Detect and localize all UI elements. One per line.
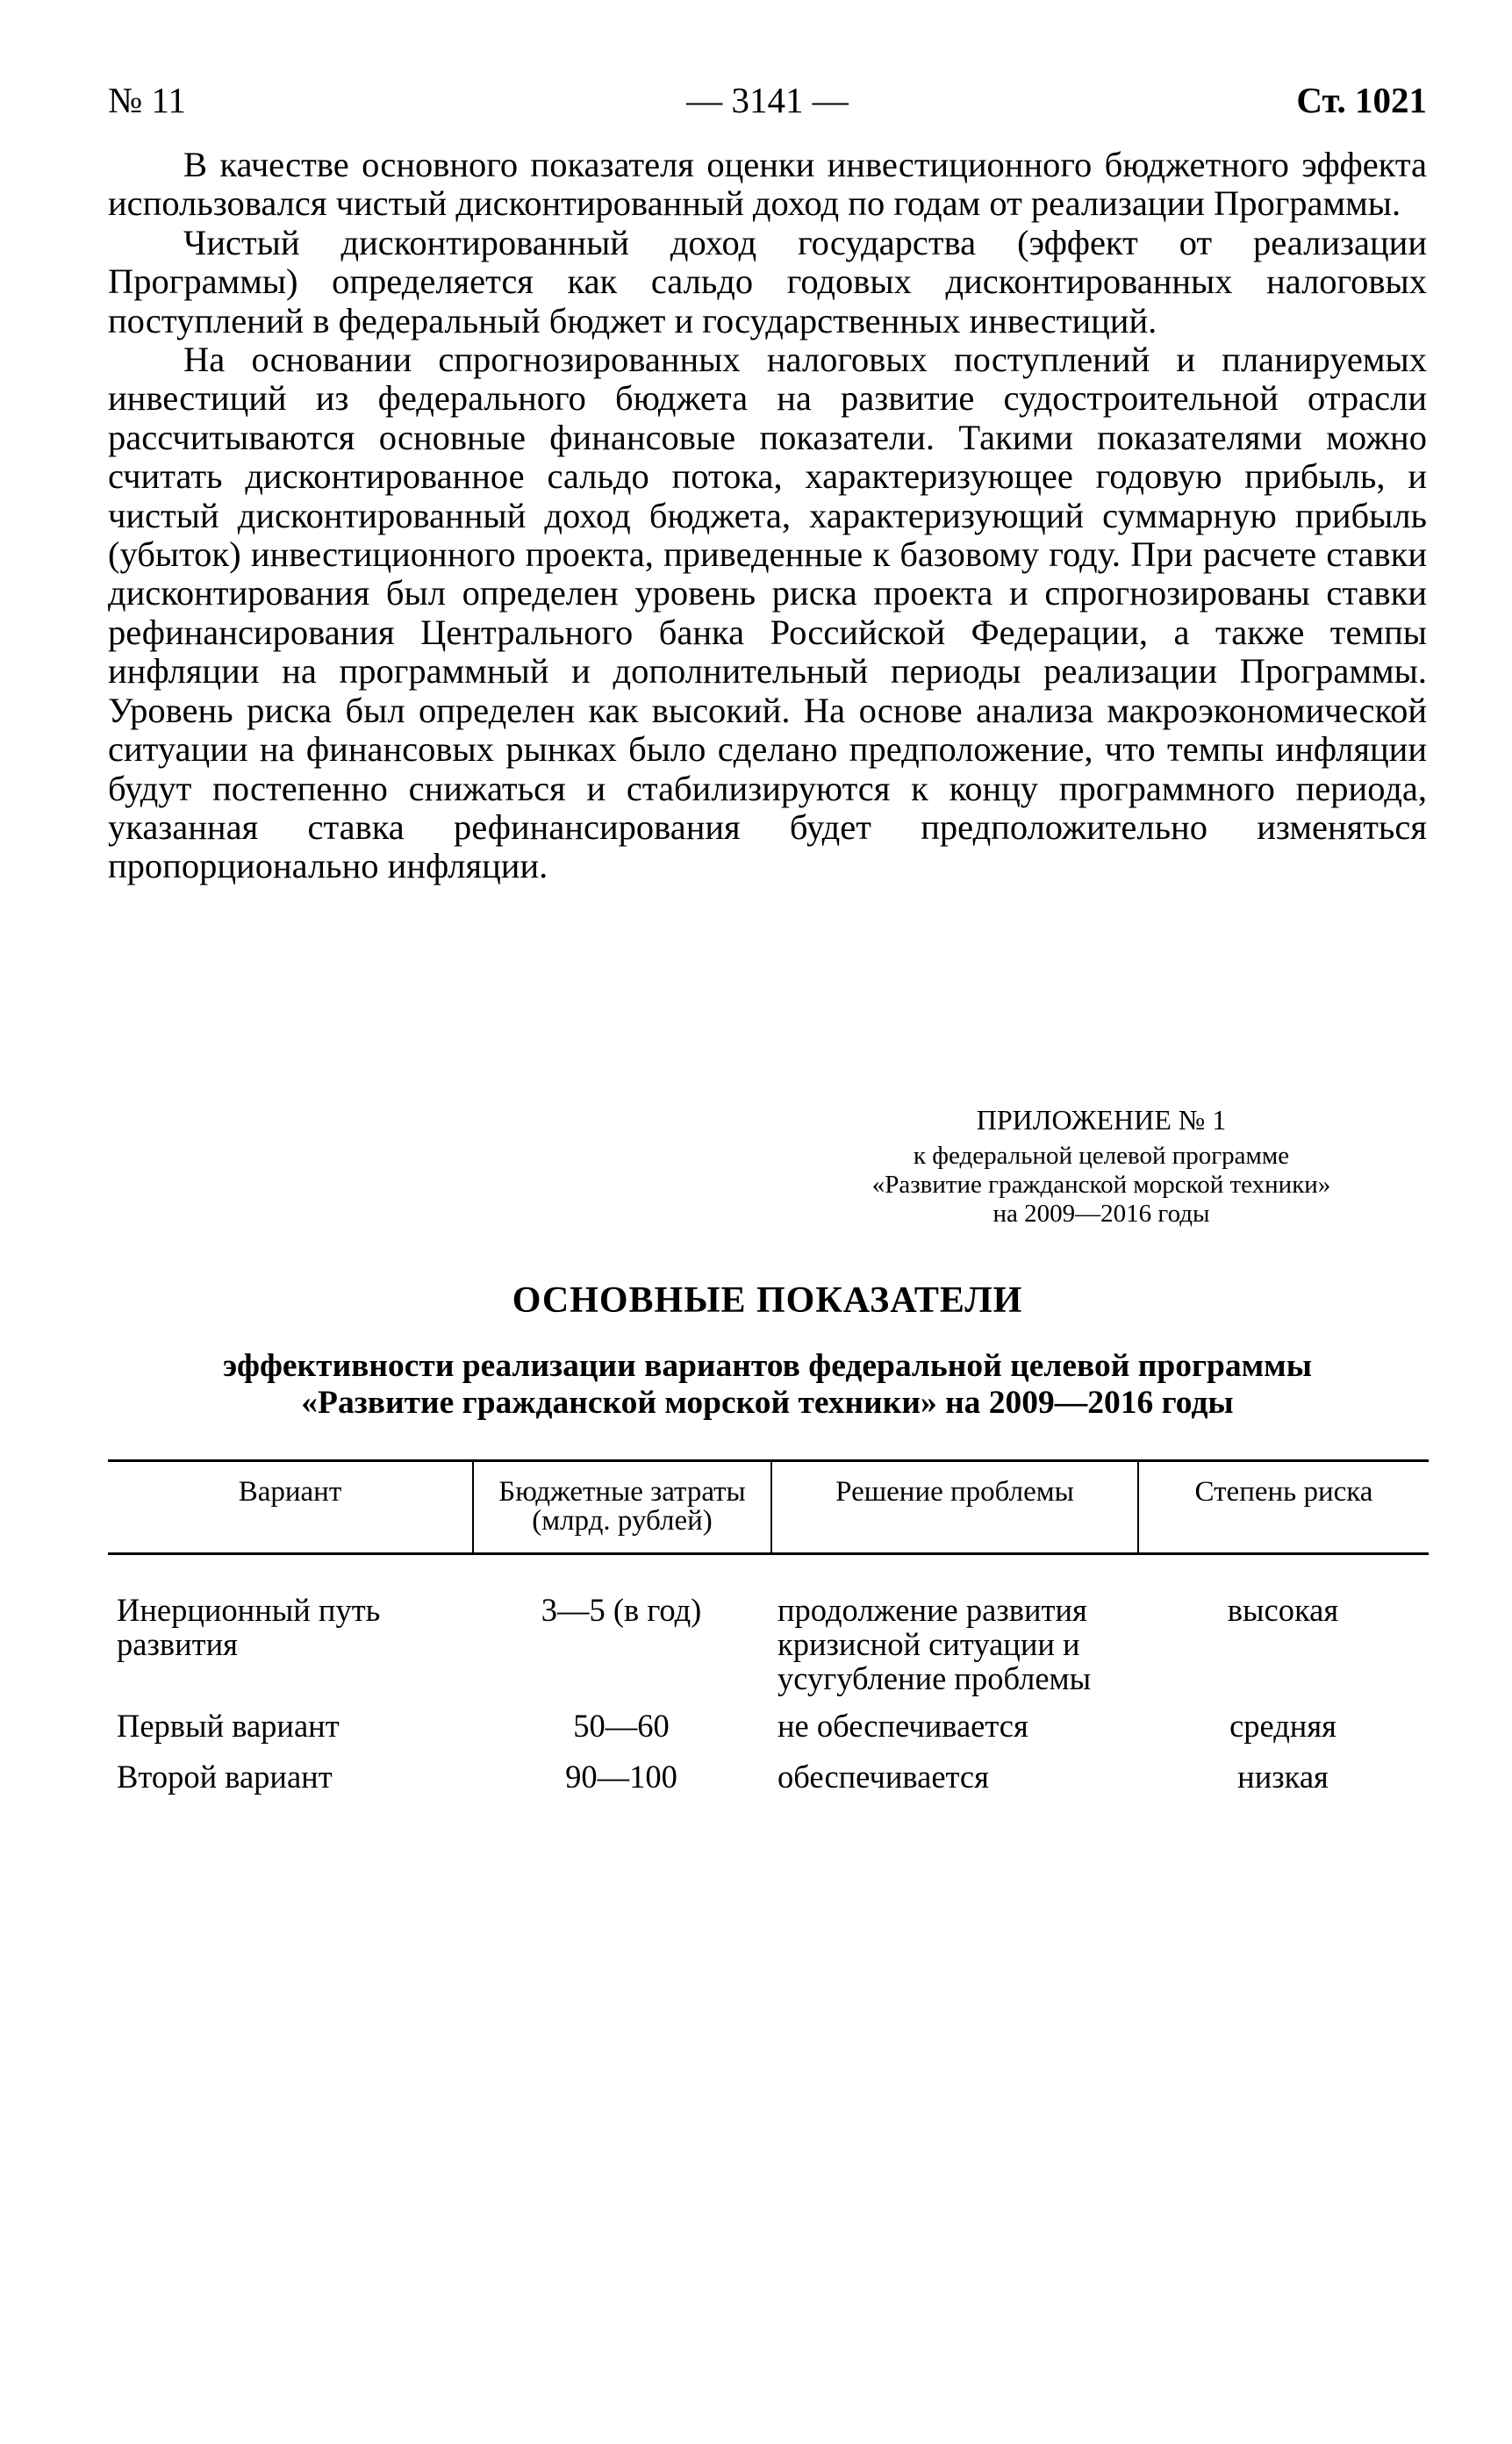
paragraph-2: Чистый дисконтированный доход государства (эффект от реализации Программы) определяется как сальдо годовых дисконтированных налоговых поступлений в федеральный бюджет и государственных инвестиций. <box>108 222 1427 340</box>
table-header <box>108 1459 1429 1555</box>
appendix-line-2: «Развитие гражданской морской техники» <box>871 1171 1331 1199</box>
cell-solution-line-3: усугубление проблемы <box>777 1660 1092 1696</box>
paragraph-1: В качестве основного показателя оценки инвестиционного бюджетного эффекта использовался чистый дисконтированный доход по годам от реализации Программы. <box>108 145 1427 224</box>
page-header <box>108 75 1427 125</box>
appendix-block <box>820 1100 1382 1229</box>
table-row <box>108 1709 1429 1744</box>
cell-variant-line-1: Инерционный путь <box>117 1592 381 1628</box>
cell-solution-line-1: продолжение развития <box>777 1592 1087 1628</box>
cell-risk: низкая <box>1237 1759 1329 1795</box>
header-budget <box>472 1462 770 1552</box>
paragraph-3: На основании спрогнозированных налоговых поступлений и планируемых инвестиций из федерального бюджета на развитие судостроительной отрасли рассчитываются основные финансовые показатели. Такими показателями можно считать дисконтированное сальдо потока, характеризующее годовую прибыль, и чистый дисконтированный доход бюджета, характеризующий суммарную прибыль (убыток) инвестиционного проекта, приведенные к базовому году. При расчете ставки дисконтирования был определен уровень риска проекта и спрогнозированы ставки рефинансирования Центрального банка Российской Федерации, а также темпы инфляции на программный и дополнительный периоды реализации Программы. Уровень риска был определен как высокий. На основе анализа макроэкономической ситуации на финансовых рынках было сделано предположение, что темпы инфляции будут постепенно снижаться и стабилизируются к концу программного периода, указанная ставка рефинансирования будет предположительно изменяться пропорционально инфляции. <box>108 340 1427 886</box>
issue-number: № 11 <box>108 80 186 120</box>
section-subtitle <box>108 1348 1427 1422</box>
section-title: ОСНОВНЫЕ ПОКАЗАТЕЛИ <box>512 1280 1023 1321</box>
cell-variant: Второй вариант <box>117 1759 333 1795</box>
cell-budget: 90—100 <box>565 1759 677 1795</box>
header-solution: Решение проблемы <box>770 1462 1137 1552</box>
header-budget-line-1: Бюджетные затраты <box>498 1476 746 1508</box>
cell-solution <box>770 1593 1137 1695</box>
appendix-line-1: к федеральной целевой программе <box>913 1142 1290 1170</box>
indicators-table <box>108 1459 1429 1795</box>
cell-solution-line-2: кризисной ситуации и <box>777 1626 1080 1662</box>
cell-solution: не обеспечивается <box>777 1708 1028 1744</box>
header-variant: Вариант <box>238 1476 342 1508</box>
page-number: — 3141 — <box>686 80 849 120</box>
table-row <box>108 1760 1429 1795</box>
cell-risk: средняя <box>1229 1708 1336 1744</box>
cell-variant <box>117 1593 468 1661</box>
appendix-subtitle <box>820 1142 1382 1229</box>
cell-budget: 3—5 (в год) <box>541 1592 702 1628</box>
cell-variant: Первый вариант <box>117 1708 340 1744</box>
cell-budget: 50—60 <box>573 1708 670 1744</box>
subtitle-line-2: «Развитие гражданской морской техники» на 2009—2016 годы <box>301 1385 1234 1421</box>
header-risk: Степень риска <box>1137 1462 1429 1552</box>
cell-solution: обеспечивается <box>777 1759 989 1795</box>
appendix-line-3: на 2009—2016 годы <box>992 1200 1210 1228</box>
cell-variant-line-2: развития <box>117 1626 238 1662</box>
table-row <box>108 1593 1429 1698</box>
appendix-title: ПРИЛОЖЕНИЕ № 1 <box>976 1104 1227 1136</box>
header-budget-line-2: (млрд. рублей) <box>532 1505 713 1537</box>
body-text <box>108 146 1427 886</box>
article-number: Ст. 1021 <box>1296 80 1427 120</box>
cell-risk: высокая <box>1227 1592 1339 1628</box>
subtitle-line-1: эффективности реализации вариантов федеральной целевой программы <box>223 1348 1312 1384</box>
